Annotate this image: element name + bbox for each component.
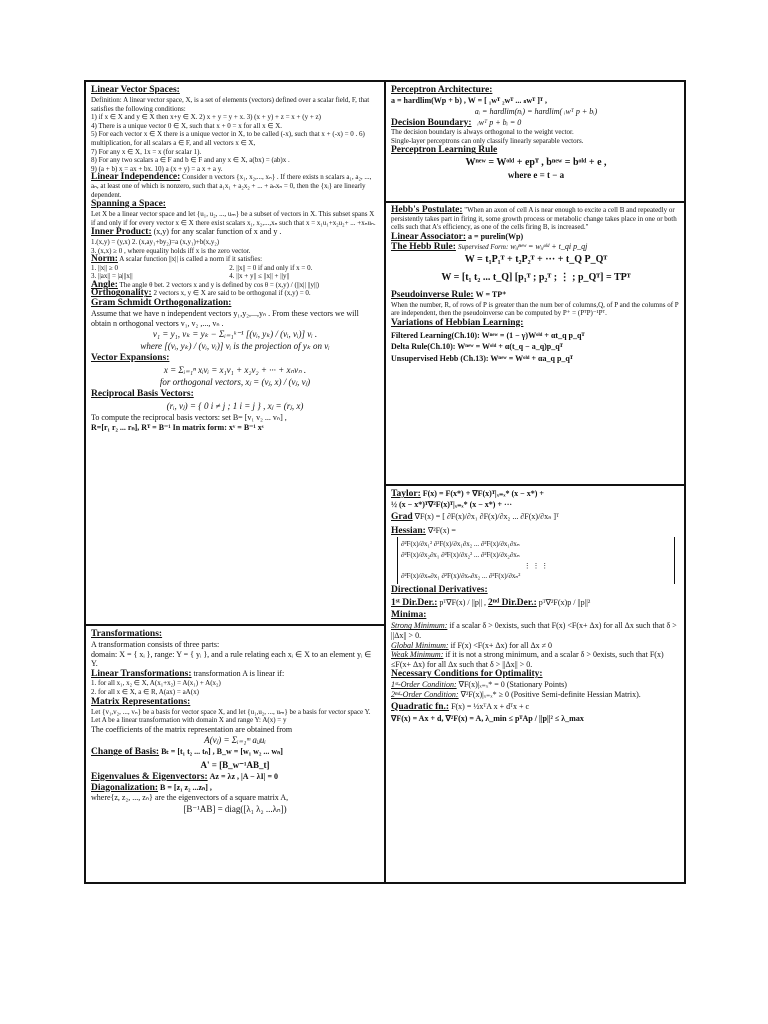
section-title: Angle: [91, 279, 118, 290]
section-text: A scalar function ||x|| is called a norm if it satisfies: [119, 255, 263, 264]
condition-item: 7) For any x ∈ X, 1x = x (for scalar 1). [91, 147, 202, 156]
section-title: Hebb's Postulate: [391, 205, 463, 215]
section-title: Grad [391, 512, 413, 523]
gram-schmidt-equation: v₁ = y₁, vₖ = yₖ − Σᵢ₌₁ᵏ⁻¹ [(vᵢ, yₖ) / (vᵢ, vᵢ)] vᵢ . [152, 329, 318, 340]
section-text: where{z, z₂, ..., zₙ} are the eigenvectors of a square matrix A, [91, 793, 289, 803]
section-title: The Hebb Rule: [391, 242, 456, 253]
section-text: Let X be a linear vector space and let {u₁, u₂, ..., uₘ} be a subset of vectors in X. This subset spans X if and only if for every vector x ∈ X there exist scalars x₁, x₂,...,xₙ such that x = x₁u₁+x₂u₂+ ... +xₙuₙ. [91, 210, 376, 227]
perceptron-cell [386, 82, 686, 201]
section-text: To compute the reciprocal basis vectors: set B= [v₁ v₂ ... vₙ] , [91, 413, 287, 423]
condition-item: 9) (a + b) x = ax + bx. 10) a (x + y) = a x + a y. [91, 164, 223, 173]
hessian-row: ⋮ ⋮ ⋮ [523, 561, 549, 570]
first-order-label: 1ˢᵗ-Order Condition: [391, 680, 457, 690]
second-dir-der-equation: pᵀ∇²F(x)p / ||p||² [538, 597, 591, 607]
transformations-cell [86, 626, 384, 882]
section-text: 2 vectors x, y ∈ X are said to be orthogonal if (x,y) = 0. [153, 289, 311, 298]
pseudoinverse-section [391, 290, 681, 318]
section-title: Linear Transformations: [91, 668, 192, 679]
first-dir-der-label: 1ˢᵗ Dir.Der.: [391, 597, 438, 608]
section-title: Diagonalization: [91, 782, 159, 793]
section-title: Perceptron Learning Rule [391, 145, 498, 156]
section-title: Decision Boundary: [391, 117, 472, 128]
hebb-weight-equation: wᵢⱼⁿᵉʷ = wᵢⱼᵒˡᵈ + t_qi p_qj [510, 242, 588, 252]
section-text: Consider n vectors {x₁, x₂,..., xₙ} . If there exists n scalars a₁, a₂, ..., aₙ, at least one of which is nonzero, such that a₁x₁ + a₂x₂ + ... + aₙxₙ = 0, then the {xᵢ} are linearly dependent. [91, 173, 372, 199]
minima-section [391, 610, 681, 669]
section-title: Quadratic fn.: [391, 701, 450, 712]
inner-product-item: 3. (x,x) ≥ 0 , where equality holds iff x is the zero vector. [91, 246, 251, 255]
perceptron-learning-section [391, 145, 681, 180]
section-text: When the number, R, of rows of P is greater than the num ber of columns,Q, of P and the columns of P are independent, then the pseudoinverse can be computed by P⁺ = (PᵀP)⁻¹Pᵀ. [391, 300, 679, 318]
basis-equation: Bₜ = [t₁ t₂ ... tₙ] , B_w = [w₁ w₂ ... wₙ] [161, 747, 283, 757]
decision-boundary-section [391, 118, 681, 146]
strong-minimum-label: Strong Minimum: [391, 621, 448, 631]
section-title: Taylor: [391, 489, 421, 499]
section-text: Let {v₁,v₂, ..., vₙ} be a basis for vector space X, and let {u₁,u₂, ..., uₘ} be a basis for vector space Y. Let A be a linear transformation with domain X and range Y: A(x) = y [91, 707, 371, 725]
hessian-matrix [397, 537, 675, 583]
change-of-basis-section [91, 747, 379, 771]
taylor-section [391, 489, 681, 509]
section-title: Necessary Conditions for Optimality: [391, 669, 543, 680]
section-title: Eigenvalues & Eigenvectors: [91, 771, 208, 782]
architecture-equation: a = hardlim(Wp + b) , W = [ ₁wᵀ ₂wᵀ ... ₛwᵀ ]ᵀ , [391, 96, 547, 105]
section-title: Transformations: [91, 629, 163, 639]
section-title: Directional Derivatives: [391, 584, 488, 595]
section-title: Linear Associator: [391, 231, 467, 242]
orthogonality-section [91, 289, 379, 298]
hessian-row: ∂²F(x)/∂x₁² ∂²F(x)/∂x₁∂x₂ ... ∂²F(x)/∂x₁∂xₙ [401, 540, 520, 549]
vector-expansions-section [91, 353, 379, 388]
hebb-matrix-equation: W = [t₁ t₂ ... t_Q] [p₁ᵀ ; p₂ᵀ ; ⋮ ; p_Qᵀ] = TPᵀ [441, 271, 631, 283]
hessian-symbol: ∇²F(x) = [427, 525, 456, 535]
hebbian-cell [386, 203, 686, 484]
formula-sheet [84, 80, 686, 884]
perceptron-architecture-section [391, 85, 681, 117]
learning-rule-equation: Wⁿᵉʷ = Wᵒˡᵈ + epᵀ , bⁿᵉʷ = bᵒˡᵈ + e , [465, 157, 607, 169]
norm-item: 4. ||x + y|| ≤ ||x|| + ||y|| [229, 272, 290, 281]
section-text: The decision boundary is always orthogonal to the weight vector. [391, 128, 574, 137]
grad-section [391, 512, 681, 523]
gram-schmidt-section [91, 298, 379, 352]
section-text: transformation A is linear if: [193, 668, 285, 678]
projection-equation: where [(vᵢ, yₖ) / (vᵢ, vᵢ)] vᵢ is the projection of yₖ on vᵢ [140, 341, 330, 352]
section-title: Reciprocal Basis Vectors: [91, 389, 194, 400]
section-text: The coefficients of the matrix representation are obtained from [91, 724, 293, 734]
neuron-output-equation: aᵢ = hardlim(nᵢ) = hardlim( ᵢwᵀ p + bᵢ) [474, 106, 598, 116]
quadratic-section [391, 702, 681, 724]
second-order-text: ∇²F(x)|ₓ₌ₓ* ≥ 0 (Positive Semi-definite Hessian Matrix). [460, 689, 641, 699]
norm-item: 3. ||ax|| = |a|||x|| [91, 272, 133, 281]
section-title: Hessian: [391, 525, 426, 536]
section-title: Pseudoinverse Rule: [391, 289, 474, 300]
section-title: Orthogonality: [91, 288, 152, 299]
pseudoinverse-equation: W = TP⁺ [475, 289, 507, 299]
linear-transformations-section [91, 669, 379, 697]
section-title: Matrix Representations: [91, 696, 191, 707]
section-title: Inner Product: [91, 227, 152, 238]
optimization-cell [386, 486, 686, 882]
quadratic-equation: F(x) = ½xᵀA x + dᵀx + c [451, 701, 530, 711]
strong-minimum-text: if a scalar δ > 0exists, such that F(x) <F(x+ Δx) for all Δx such that δ > ||Δx|| > 0. [391, 621, 677, 640]
orthogonal-coefficient-equation: for orthogonal vectors, xⱼ = (vⱼ, x) / (vⱼ, vⱼ) [159, 377, 311, 388]
directional-derivatives-section: Directional Derivatives: 1ˢᵗ Dir.Der.: pᵀ∇F(x) / ||p|| , 2ⁿᵈ Dir.Der.: pᵀ∇²F(x)p / ||p||² [391, 585, 681, 609]
inner-product-section [91, 227, 379, 255]
section-text: domain: X = { xᵢ }, range: Y = { yᵢ }, and a rule relating each xᵢ ∈ X to an element yᵢ ∈ Y. [91, 649, 372, 669]
supervised-label: Supervised Form: [457, 243, 509, 252]
section-title: Minima: [391, 610, 427, 621]
section-text: Single-layer perceptrons can only classify linearly separable vectors. [391, 136, 584, 145]
first-dir-der-equation: pᵀ∇F(x) / ||p|| [439, 597, 483, 607]
condition-item: 5) For each vector x ∈ X there is a unique vector in X, to be called (-x), such that x + (-x) = 0 . 6) multiplication, for all scalars a ∈ F, and all vectors x ∈ X, [91, 130, 365, 147]
similarity-equation: A' = [B_w⁻¹AB_t] [200, 759, 270, 770]
reciprocal-basis-section [91, 389, 379, 432]
section-title: Linear Independence: [91, 172, 181, 183]
hebbian-variations-section [391, 318, 681, 364]
eigenvector-matrix: B = [z₁ z₂ ...zₙ] , [160, 782, 212, 792]
first-order-text: ∇F(x)|ₓ₌ₓ* = 0 (Stationary Points) [458, 680, 567, 690]
norm-item: 2. ||x|| = 0 if and only if x = 0. [229, 263, 313, 272]
eigen-section [91, 772, 379, 783]
global-minimum-label: Global Minimum: [391, 640, 449, 650]
section-title: Variations of Hebbian Learning: [391, 317, 524, 328]
taylor-equation-2: ½ (x − x*)ᵀ∇²F(x)ᵀ|ₓ₌ₓ* (x − x*) + ··· [391, 499, 513, 509]
filtered-learning-equation: Filtered Learning(Ch.10): Wⁿᵉʷ = (1 − γ)Wᵒˡᵈ + αt_q p_qᵀ [391, 330, 585, 340]
section-title: Norm: [91, 254, 118, 265]
diagonal-equation: [B⁻¹AB] = diag([λ₁ λ₂ ...λₙ]) [183, 803, 287, 814]
reciprocal-equation: (rᵢ, vⱼ) = { 0 i ≠ j ; 1 i = j } , xⱼ = (rⱼ, x) [166, 401, 304, 412]
hessian-row: ∂²F(x)/∂xₙ∂x₁ ∂²F(x)/∂xₙ∂x₂ ... ∂²F(x)/∂xₙ² [401, 572, 521, 581]
inner-product-item: 1.(x,y) = (y,x) 2. (x,ay₁+by₂)=a (x,y₁)+b(x,y₂) [91, 237, 220, 246]
matrix-representations-section [91, 697, 379, 747]
weak-minimum-text: if it is not a strong minimum, and a scalar δ > 0exists, such that F(x) ≤F(x+ Δx) for all Δx such that δ > ||Δx|| > 0. [391, 650, 664, 669]
linear-independence-section [91, 173, 379, 199]
section-text: The angle θ bet. 2 vectors x and y is defined by cos θ = (x,y) / (||x|| ||y||) [119, 280, 320, 289]
second-dir-der-label: 2ⁿᵈ Dir.Der.: [488, 597, 537, 608]
condition-item: 8) For any two scalars a ∈ F and b ∈ F and any x ∈ X, a(bx) = (ab)x . [91, 156, 290, 165]
error-equation: where e = t − a [507, 170, 565, 181]
linear-vector-spaces-section [91, 85, 379, 173]
gradient-equation: ∇F(x) = [ ∂F(x)/∂x₁ ∂F(x)/∂x₂ ... ∂F(x)/∂xₙ ]ᵀ [414, 512, 559, 522]
second-order-label: 2ⁿᵈ-Order Condition: [391, 689, 459, 699]
condition-item: 1) if x ∈ X and y ∈ X then x+y ∈ X. 2) x + y = y + x. 3) (x + y) + z = x + (y + z) [91, 113, 321, 122]
optimality-section [391, 669, 681, 699]
linear-associator-section [391, 232, 681, 243]
section-title: Linear Vector Spaces: [91, 85, 180, 95]
section-title: Vector Expansions: [91, 353, 170, 364]
section-text: "When an axon of cell A is near enough to excite a cell B and repeatedly or persistently takes part in firing it, some growth process or metabolic change takes place in one or both cells such that A's efficiency, as one of the cells firing B, is increased." [391, 206, 677, 232]
spanning-space-section [91, 199, 379, 227]
linearity-item: 2. for all x ∈ X, a ∈ R, A(ax) = aA(x) [91, 687, 199, 696]
delta-rule-equation: Delta Rule(Ch.10): Wⁿᵉʷ = Wᵒˡᵈ + α(t_q − a_q)p_qᵀ [391, 342, 563, 352]
transformations-section [91, 629, 379, 669]
hebb-rule-section [391, 242, 681, 284]
section-text: Assume that we have n independent vectors y₁,y₂,...,yₙ . From these vectors we will obtain n orthogonal vectors v₁, v₂ ,..., vₙ . [91, 309, 359, 328]
eigen-equation: Az = λz , |A − λI| = 0 [209, 771, 279, 781]
expansion-equation: x = Σᵢ₌₁ⁿ xᵢvᵢ = x₁v₁ + x₂v₂ + ··· + xₙvₙ . [163, 365, 307, 376]
norm-section [91, 255, 379, 281]
boundary-equation: ᵢwᵀ p + bᵢ = 0 [477, 117, 522, 127]
hebb-sum-equation: W = t₁P₁ᵀ + t₂P₂ᵀ + ··· + t_Q P_Qᵀ [464, 253, 608, 265]
matrix-form-text: R=[r₁ r₂ ... rₙ], Rᵀ = B⁻¹ In matrix form: xᵛ = B⁻¹ xˢ [91, 422, 264, 432]
global-minimum-text: if F(x) <F(x+ Δx) for all Δx ≠ 0 [450, 640, 553, 650]
associator-equation: a = purelin(Wp) [468, 231, 524, 241]
section-text: (x,y) for any scalar function of x and y . [153, 227, 282, 237]
hessian-row: ∂²F(x)/∂x₂∂x₁ ∂²F(x)/∂x₂² ... ∂²F(x)/∂x₂∂xₙ [401, 550, 520, 559]
matrix-coefficient-equation: A(vⱼ) = Σᵢ₌₁ᵐ aᵢⱼuᵢ [204, 735, 266, 746]
section-title: Gram Schmidt Orthogonalization: [91, 298, 232, 309]
weak-minimum-label: Weak Minimum: [391, 650, 444, 660]
quadratic-gradient-equation: ∇F(x) = Ax + d, ∇²F(x) = A, λ_min ≤ pᵀAp / ||p||² ≤ λ_max [391, 714, 584, 724]
hebb-postulate-section [391, 206, 681, 232]
definition-text: Definition: A linear vector space, X, is a set of elements (vectors) defined over a scalar field, F, that satisfies the following conditions: [91, 96, 370, 113]
linearity-item: 1. for all x₁, x₂ ∈ X, A(x₁+x₂) = A(x₁) + A(x₂) [91, 679, 221, 688]
unsupervised-hebb-equation: Unsupervised Hebb (Ch.13): Wⁿᵉʷ = Wᵒˡᵈ + αa_q p_qᵀ [391, 353, 573, 363]
section-title: Change of Basis: [91, 747, 160, 758]
section-title: Perceptron Architecture: [391, 85, 493, 95]
hessian-section [391, 526, 681, 584]
norm-item: 1. ||x|| ≥ 0 [91, 263, 118, 272]
section-title: Spanning a Space: [91, 199, 166, 210]
condition-item: 4) There is a unique vector 0 ∈ X, such that x + 0 = x for all x ∈ X. [91, 121, 283, 130]
taylor-equation-1: F(x) = F(x*) + ∇F(x)ᵀ|ₓ₌ₓ* (x − x*) + [422, 489, 544, 498]
linear-algebra-cell [86, 82, 384, 624]
diagonalization-section [91, 783, 379, 815]
section-text: A transformation consists of three parts: [91, 640, 220, 649]
